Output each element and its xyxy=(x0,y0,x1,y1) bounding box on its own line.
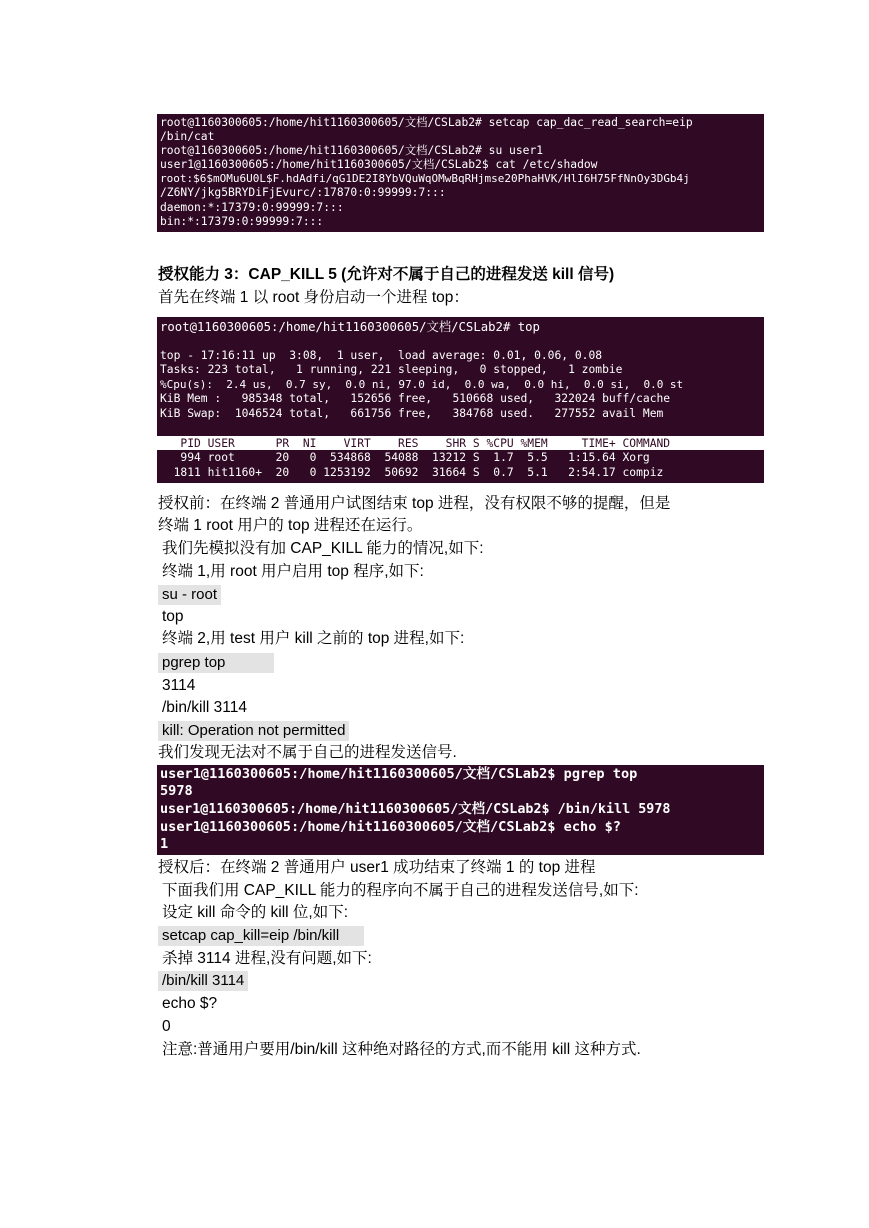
kill-desc-text: 杀掉 3114 进程,没有问题,如下: xyxy=(162,950,372,967)
code-echo: echo $? xyxy=(162,995,218,1012)
code-zero: 0 xyxy=(162,1018,171,1035)
code-kill-2: /bin/kill 3114 xyxy=(158,971,248,991)
terminal-line: root@1160300605:/home/hit1160300605/文档/CSLab2# su user1 xyxy=(160,144,544,157)
terminal-line: root@1160300605:/home/hit1160300605/文档/CSLab2# setcap cap_dac_read_search=eip xyxy=(160,116,693,129)
code-kill: /bin/kill 3114 xyxy=(162,699,248,716)
terminal-line: bin:*:17379:0:99999:7::: xyxy=(160,215,324,228)
simulate-text: 我们先模拟没有加 CAP_KILL 能力的情况,如下: xyxy=(162,540,484,557)
below-text: 下面我们用 CAP_KILL 能力的程序向不属于自己的进程发送信号,如下: xyxy=(162,882,639,899)
code-top: top xyxy=(162,608,184,625)
note-text: 注意:普通用户要用/bin/kill 这种绝对路径的方式,而不能用 kill 这种方式. xyxy=(162,1041,641,1058)
terminal-line: root:$6$mOMu6U0L$F.hdAdfi/qG1DE2I8YbVQuWqOMwBqRHjmse20PhaHVK/HlI6H75FfNnOy3DGb4j xyxy=(160,172,690,185)
found-text: 我们发现无法对不属于自己的进程发送信号. xyxy=(158,744,457,761)
code-error: kill: Operation not permitted xyxy=(158,721,349,741)
process-row: 1811 hit1160+ 20 0 1253192 50692 31664 S 0.7 5.1 2:54.17 compiz xyxy=(160,466,664,479)
terminal-line: %Cpu(s): 2.4 us, 0.7 sy, 0.0 ni, 97.0 id, 0.0 wa, 0.0 hi, 0.0 si, 0.0 st xyxy=(160,378,684,391)
terminal-line: user1@1160300605:/home/hit1160300605/文档/CSLab2$ cat /etc/shadow xyxy=(160,158,598,171)
code-pid: 3114 xyxy=(162,677,196,694)
terminal-line: top - 17:16:11 up 3:08, 1 user, load average: 0.01, 0.06, 0.08 xyxy=(160,349,603,362)
after-text: 授权后：在终端 2 普通用户 user1 成功结束了终端 1 的 top 进程 xyxy=(158,859,596,876)
terminal-line: 1 xyxy=(160,836,169,852)
terminal-line: root@1160300605:/home/hit1160300605/文档/CSLab2# top xyxy=(160,320,540,334)
terminal-line: /bin/cat xyxy=(160,130,215,143)
terminal-line: Tasks: 223 total, 1 running, 221 sleeping, 0 stopped, 1 zombie xyxy=(160,363,623,376)
terminal2-desc: 终端 2,用 test 用户 kill 之前的 top 进程,如下: xyxy=(162,630,465,647)
terminal1-desc: 终端 1,用 root 用户启用 top 程序,如下: xyxy=(162,563,424,580)
intro-text: 首先在终端 1 以 root 身份启动一个进程 top： xyxy=(158,289,469,306)
terminal-line: PID USER PR NI VIRT RES SHR S %CPU %MEM TIME+ COMMAND xyxy=(160,437,671,450)
terminal-screenshot-kill xyxy=(157,765,764,855)
code-pgrep: pgrep top xyxy=(158,653,274,673)
terminal-screenshot-shadow xyxy=(157,114,764,232)
before-text-line2: 终端 1 root 用户的 top 进程还在运行。 xyxy=(158,517,423,534)
terminal-line: user1@1160300605:/home/hit1160300605/文档/CSLab2$ echo $? xyxy=(160,819,621,835)
terminal-line: user1@1160300605:/home/hit1160300605/文档/CSLab2$ pgrep top xyxy=(160,766,638,782)
process-row: 994 root 20 0 534868 54088 13212 S 1.7 5.5 1:15.64 Xorg xyxy=(160,451,650,464)
set-kill-text: 设定 kill 命令的 kill 位,如下: xyxy=(162,904,349,921)
terminal-screenshot-top xyxy=(157,317,764,483)
before-text-line1: 授权前：在终端 2 普通用户试图结束 top 进程，没有权限不够的提醒，但是 xyxy=(158,495,671,512)
section-heading: 授权能力 3：CAP_KILL 5 (允许对不属于自己的进程发送 kill 信号) xyxy=(158,266,615,283)
terminal-line: KiB Mem : 985348 total, 152656 free, 510668 used, 322024 buff/cache xyxy=(160,392,671,405)
code-setcap: setcap cap_kill=eip /bin/kill xyxy=(158,926,364,946)
terminal-line: user1@1160300605:/home/hit1160300605/文档/CSLab2$ /bin/kill 5978 xyxy=(160,802,671,817)
terminal-line: KiB Swap: 1046524 total, 661756 free, 384768 used. 277552 avail Mem xyxy=(160,407,664,420)
terminal-line: daemon:*:17379:0:99999:7::: xyxy=(160,201,344,214)
process-table-header xyxy=(157,436,764,450)
code-su-root: su - root xyxy=(158,585,221,605)
terminal-line: 5978 xyxy=(160,783,193,799)
terminal-line: /Z6NY/jkg5BRYDiFjEvurc/:17870:0:99999:7::: xyxy=(160,186,446,199)
